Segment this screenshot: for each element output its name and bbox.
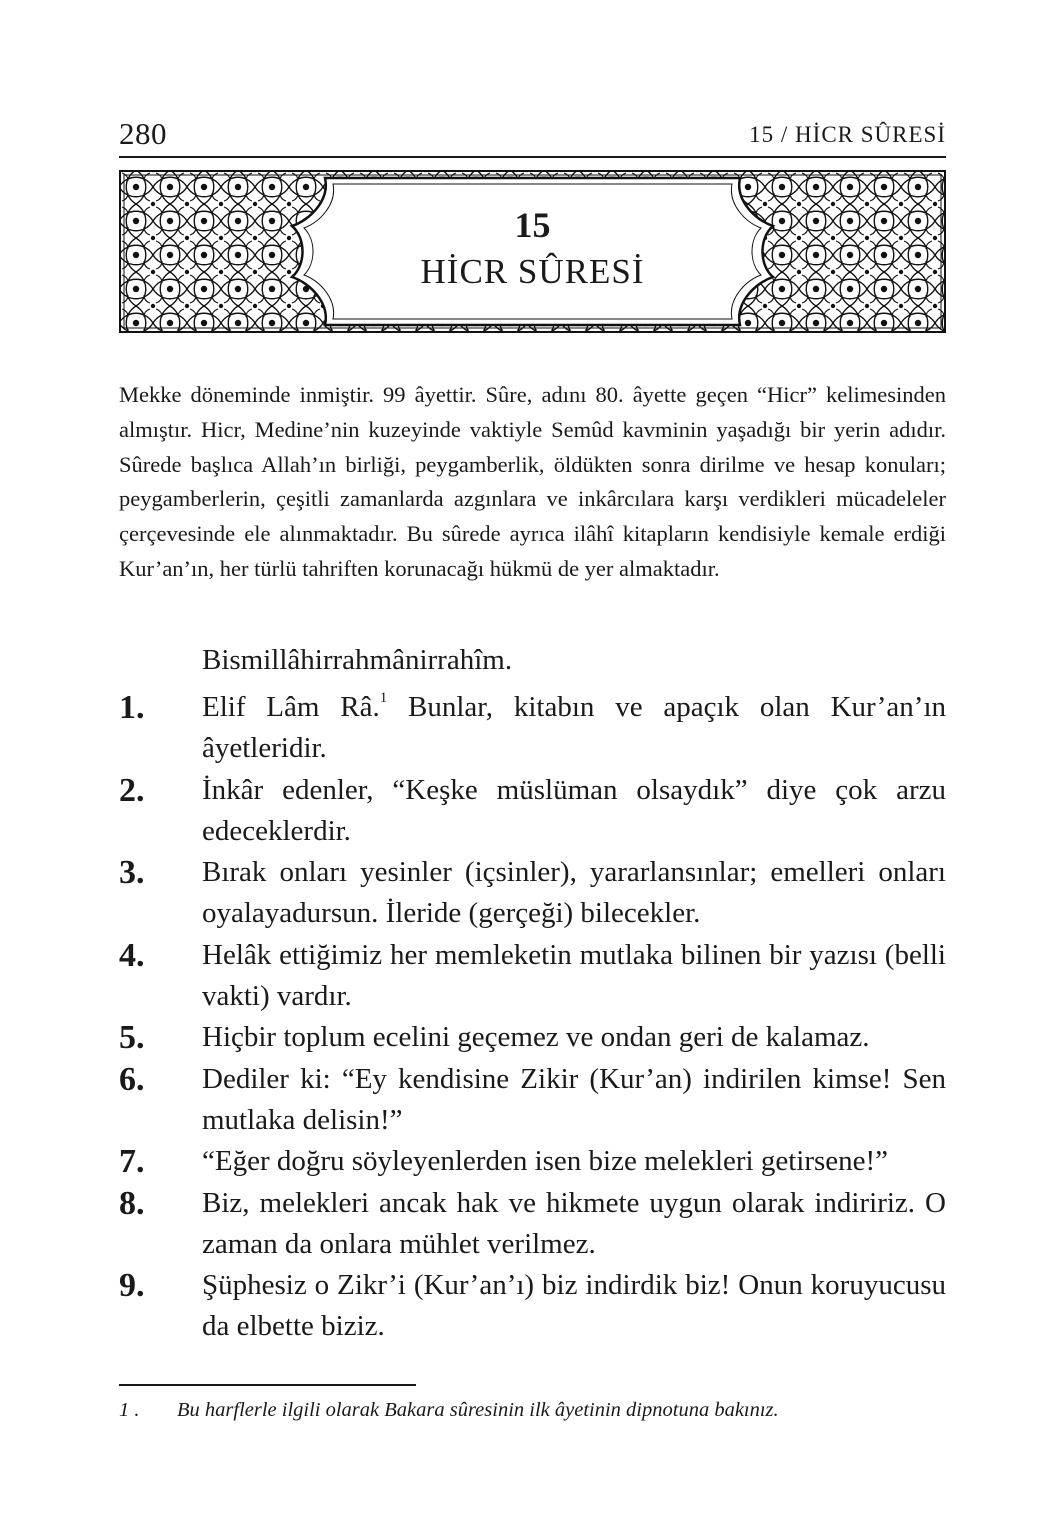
verse-text: Helâk ettiğimiz her memleketin mutlaka bilinen bir yazısı (belli vakti) vardır. — [202, 938, 946, 1013]
footnote-reference[interactable]: 1 — [379, 690, 388, 706]
verse-number: 4. — [119, 936, 145, 974]
verse-text: Dediler ki: “Ey kendisine Zikir (Kur’an) indirilen kimse! Sen mutlaka delisin!” — [202, 1062, 946, 1136]
verse — [119, 1059, 946, 1142]
verse-text-rest: Bunlar, kitabın ve apaçık olan Kur’an’ın âyetleridir. — [202, 691, 947, 765]
verse-number: 7. — [119, 1143, 145, 1181]
footnote-text: Bu harflerle ilgili olarak Bakara sûresinin ilk âyetinin dipnotuna bakınız. — [177, 1399, 779, 1421]
verse — [119, 1017, 946, 1058]
basmala: Bismillâhirrahmânirrahîm. — [202, 644, 513, 676]
verse — [119, 770, 946, 853]
surah-title-banner — [119, 170, 946, 333]
header-rule — [119, 156, 946, 158]
verse-text: İnkâr edenler, “Keşke müslüman olsaydık” diye çok arzu edeceklerdir. — [202, 773, 946, 847]
verse-number: 5. — [119, 1019, 145, 1057]
page-number: 280 — [119, 116, 167, 151]
surah-number: 15 — [514, 205, 551, 245]
verse-text-start: Elif Lâm Râ. — [202, 691, 380, 723]
surah-name: HİCR SÛRESİ — [420, 252, 645, 291]
verse-number: 9. — [119, 1267, 145, 1305]
verse-number: 1. — [119, 689, 145, 726]
verse-list — [119, 687, 946, 1348]
running-head — [119, 116, 946, 156]
verse-number: 8. — [119, 1184, 145, 1222]
verse-text: Biz, melekleri ancak hak ve hikmete uygun olarak indiririz. O zaman da onlara mühlet verilmez. — [202, 1186, 946, 1260]
verse-text: Bırak onları yesinler (içsinler), yararlansınlar; emelleri onları oyalayadursun. İleride (gerçeği) bilecekler. — [202, 856, 946, 930]
verse — [119, 1183, 946, 1266]
verse — [119, 1265, 946, 1348]
verse-text: Şüphesiz o Zikr’i (Kur’an’ı) biz indirdik biz! Onun koruyucusu da elbette biziz. — [202, 1269, 946, 1343]
verse-number: 2. — [119, 771, 145, 809]
verse — [119, 852, 946, 935]
running-title: 15 / HİCR SÛRESİ — [749, 122, 946, 147]
verse — [119, 1141, 946, 1182]
verse — [119, 687, 946, 770]
surah-introduction: Mekke döneminde inmiştir. 99 âyettir. Sûre, adını 80. âyette geçen “Hicr” kelimesinden almıştır. Hicr, Medine’nin kuzeyinde vaktiyle Semûd kavminin yaşadığı bir yerin adıdır. Sûrede başlıca Allah’ın birliği, peygamberlik, öldükten sonra dirilme ve hesap konuları; peygamberlerin, çeşitli zamanlarda azgınlara ve inkârcılara karşı verdikleri mücadeleler çerçevesinde ele alınmaktadır. Bu sûrede ayrıca ilâhî kitapların kendisiyle kemale erdiği Kur’an’ın, her türlü tahriften korunacağı hükmü de yer almaktadır. — [119, 382, 946, 581]
verse-text — [202, 687, 946, 770]
footnote — [119, 1399, 946, 1422]
footnote-rule — [119, 1384, 416, 1386]
verse-number: 6. — [119, 1060, 145, 1098]
footnote-mark: 1 . — [119, 1399, 140, 1421]
verse-text: “Eğer doğru söyleyenlerden isen bize melekleri getirsene!” — [202, 1145, 889, 1178]
verse-text: Hiçbir toplum ecelini geçemez ve ondan geri de kalamaz. — [202, 1021, 870, 1054]
verse-number: 3. — [119, 854, 145, 892]
verse — [119, 935, 946, 1018]
